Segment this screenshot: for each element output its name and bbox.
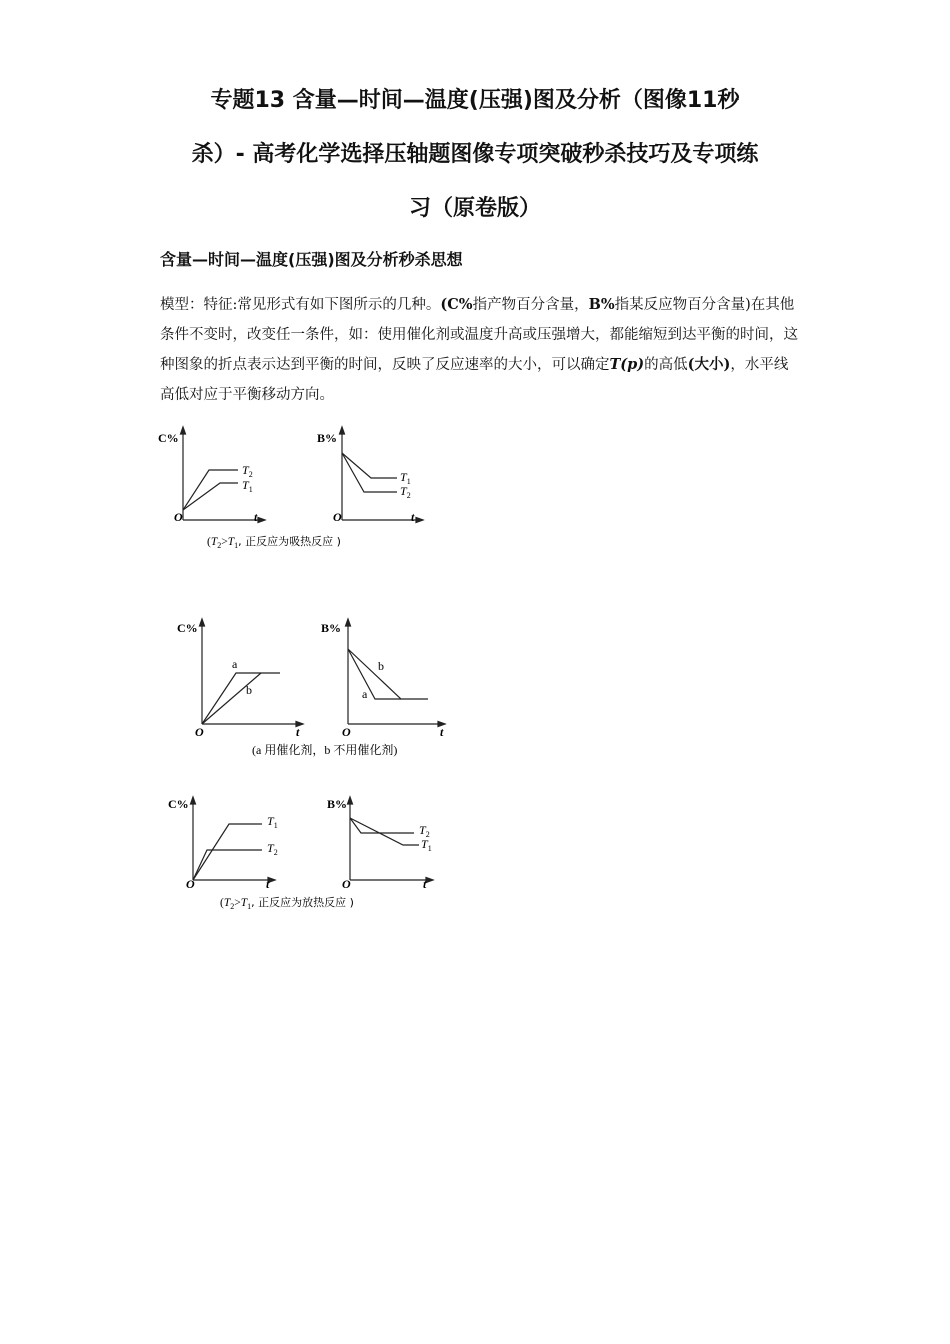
figure-1-temperature-endothermic [150, 420, 450, 560]
para-seg-6: T(p) [609, 356, 645, 373]
fig1-right-curve-T2 [342, 453, 397, 492]
fig2-left-ylabel: C% [177, 621, 198, 635]
fig3-right-curve-T2 [350, 818, 414, 833]
fig2-right-xlabel: t [440, 725, 444, 739]
fig3-left-ylabel: C% [168, 797, 189, 811]
title-line-3: 习（原卷版） [408, 196, 541, 221]
fig1-left-origin: O [174, 510, 183, 524]
fig2-right-curve-b [348, 649, 428, 699]
fig2-left-label-b: b [246, 683, 252, 697]
fig1-right-curve-T1 [342, 453, 397, 478]
para-seg-2: 指产物百分含量， [472, 297, 589, 313]
fig2-left-origin: O [195, 725, 204, 739]
title-line-1: 专题13 含量—时间—温度(压强)图及分析（图像11秒 [210, 88, 740, 113]
fig1-left-label-1: $T_2$ [242, 463, 253, 479]
para-seg-3: B% [588, 296, 615, 313]
para-seg-0: 模型：特征:常见形式有如下图所示的几种。 [160, 297, 441, 313]
fig2-left-label-a: a [232, 657, 238, 671]
fig3-left-label-1: $T_1$ [267, 814, 278, 830]
para-seg-8: (大小) [687, 356, 731, 373]
fig3-right-origin: O [342, 877, 351, 891]
para-seg-1: (C% [440, 296, 473, 313]
fig2-caption: (a 用催化剂，b 不用催化剂) [252, 743, 398, 757]
fig3-right-label-1: $T_2$ [419, 823, 430, 839]
title-line-2: 杀）- 高考化学选择压轴题图像专项突破秒杀技巧及专项练 [191, 142, 759, 167]
fig3-left-label-2: $T_2$ [267, 841, 278, 857]
fig1-left-xlabel: t [254, 510, 258, 524]
fig2-right-label-b: b [378, 659, 384, 673]
fig3-right-ylabel: B% [327, 797, 348, 811]
fig3-left-xlabel: t [266, 877, 270, 891]
para-seg-5: 在其他条件不变时，改变任一条件，如：使用催化剂或温度升高或压强增大，都能缩短到达平衡的时间，这种图象的折点表示达到平衡的时间，反映了反应速率的大小，可以确定 [160, 297, 798, 373]
figure-2-catalyst [150, 612, 460, 762]
fig2-right-ylabel: B% [321, 621, 342, 635]
fig3-left-origin: O [186, 877, 195, 891]
para-seg-4: 指某反应物百分含量) [614, 297, 751, 313]
fig3-right-xlabel: t [423, 877, 427, 891]
fig3-right-label-2: $T_1$ [421, 837, 432, 853]
fig2-right-label-a: a [362, 687, 368, 701]
fig1-right-origin: O [333, 510, 342, 524]
figure-3-temperature-exothermic [150, 790, 450, 920]
fig2-left-xlabel: t [296, 725, 300, 739]
para-seg-9: ，水平线高低对应于平衡移动方向。 [160, 357, 789, 403]
fig2-left-curve-a [202, 673, 280, 724]
model-paragraph [160, 290, 800, 410]
fig3-caption: ($T_2>T_1$, 正反应为放热反应 ) [220, 896, 354, 911]
document-title [140, 74, 810, 236]
fig1-left-ylabel: C% [158, 431, 179, 445]
fig3-left-curve-T1 [193, 824, 262, 880]
para-seg-7: 的高低 [644, 357, 688, 373]
section-heading: 含量—时间—温度(压强)图及分析秒杀思想 [160, 250, 463, 269]
fig1-caption: ($T_2>T_1$, 正反应为吸热反应 ) [207, 535, 341, 550]
fig1-left-label-2: $T_1$ [242, 478, 253, 494]
fig1-right-xlabel: t [411, 510, 415, 524]
fig1-right-label-2: $T_2$ [400, 484, 411, 500]
fig1-right-ylabel: B% [317, 431, 338, 445]
fig2-right-origin: O [342, 725, 351, 739]
fig1-right-label-1: $T_1$ [400, 470, 411, 486]
